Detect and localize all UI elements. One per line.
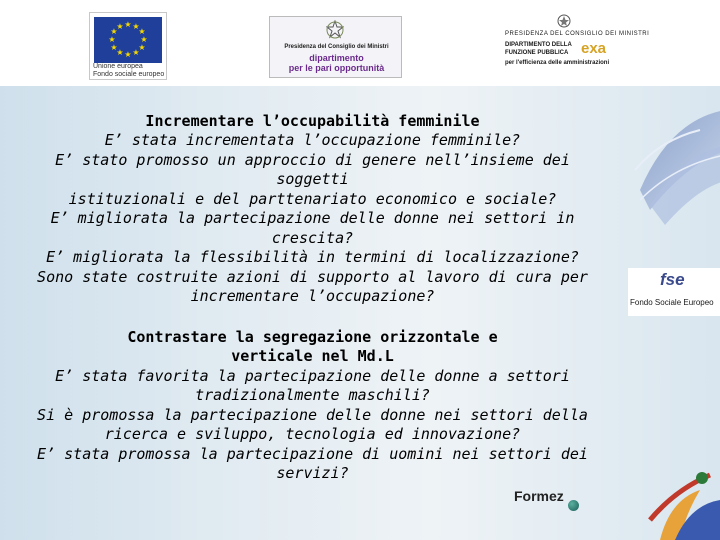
- fp-logo-line1: PRESIDENZA DEL CONSIGLIO DEI MINISTRI: [505, 31, 650, 37]
- question-line: incrementare l’occupazione?: [190, 287, 435, 305]
- fp-logo-line3: FUNZIONE PUBBLICA: [505, 50, 569, 56]
- eu-logo-caption: [93, 63, 164, 79]
- italian-emblem-icon: [557, 14, 571, 28]
- question-line: crescita?: [271, 228, 354, 247]
- question-line: tradizionalmente maschili?: [195, 386, 430, 404]
- logo-header: [0, 0, 720, 86]
- svg-text:★: ★: [124, 50, 132, 59]
- svg-text:★: ★: [132, 48, 140, 57]
- section-2-heading-line2: verticale nel Md.L: [231, 347, 394, 365]
- svg-text:★: ★: [110, 43, 118, 52]
- fp-logo-line2: DIPARTIMENTO DELLA: [505, 42, 572, 48]
- svg-text:★: ★: [132, 22, 140, 31]
- funzione-pubblica-logo: [501, 14, 650, 72]
- eu-flag-icon: [94, 17, 162, 63]
- question-line: ricerca e sviluppo, tecnologia ed innovazione?: [104, 425, 521, 443]
- eu-logo: [89, 12, 167, 80]
- question-line: istituzionali e del parttenariato economico e sociale?: [68, 189, 557, 208]
- question-line: Sono state costruite azioni di supporto al lavoro di cura per: [37, 267, 588, 286]
- svg-text:★: ★: [116, 48, 124, 57]
- pari-subtitle-line2: per le pari opportunità: [288, 63, 385, 73]
- formez-logo: Formez: [514, 488, 564, 504]
- questions-section-1: [20, 131, 605, 307]
- pari-opportunita-logo: [269, 16, 402, 78]
- question-line: Si è promossa la partecipazione delle donne nei settori della: [37, 405, 588, 424]
- svg-text:★: ★: [140, 35, 148, 44]
- question-line: E’ stata promossa la partecipazione di uomini nei settori dei: [37, 444, 588, 463]
- question-line: E’ stata favorita la partecipazione delle donne a settori: [55, 366, 570, 385]
- slide-title: Incrementare l’occupabilità femminile: [145, 112, 480, 130]
- svg-text:★: ★: [138, 27, 146, 36]
- fse-logo: [628, 268, 720, 316]
- pari-logo-title: Presidenza del Consiglio dei Ministri: [284, 44, 389, 50]
- globe-graphic-icon: [630, 110, 720, 240]
- running-figure-icon: [640, 460, 720, 540]
- formez-dot-icon: [568, 500, 579, 511]
- exa-brand-mark: exa: [581, 40, 607, 57]
- svg-text:★: ★: [116, 22, 124, 31]
- section-2-heading-line1: Contrastare la segregazione orizzontale e: [127, 327, 498, 346]
- fse-logo-caption: Fondo Sociale Europeo: [630, 298, 714, 307]
- question-line: servizi?: [276, 464, 349, 482]
- slide-content: [20, 100, 605, 484]
- svg-text:★: ★: [138, 43, 146, 52]
- question-line: E’ migliorata la partecipazione delle donne nei settori in: [50, 209, 575, 227]
- question-line: E’ stata incrementata l’occupazione femminile?: [104, 131, 521, 149]
- svg-text:★: ★: [110, 27, 118, 36]
- svg-text:★: ★: [108, 35, 116, 44]
- fp-logo-line4: per l'efficienza delle amministrazioni: [505, 60, 610, 66]
- svg-text:★: ★: [124, 20, 132, 29]
- question-line: E’ stato promosso un approccio di genere nell’insieme dei soggetti: [55, 150, 570, 188]
- eu-caption-line2: Fondo sociale europeo: [93, 71, 165, 78]
- eu-caption-line1: Unione europea: [93, 63, 143, 70]
- italian-emblem-icon: [326, 20, 344, 40]
- questions-section-2: [20, 367, 605, 484]
- section-2-heading: [20, 328, 605, 367]
- fse-logo-mark: fse: [660, 270, 685, 289]
- question-line: E’ migliorata la flessibilità in termini di localizzazione?: [46, 248, 579, 266]
- pari-logo-subtitle: [274, 53, 399, 73]
- pari-subtitle-line1: dipartimento: [309, 53, 364, 63]
